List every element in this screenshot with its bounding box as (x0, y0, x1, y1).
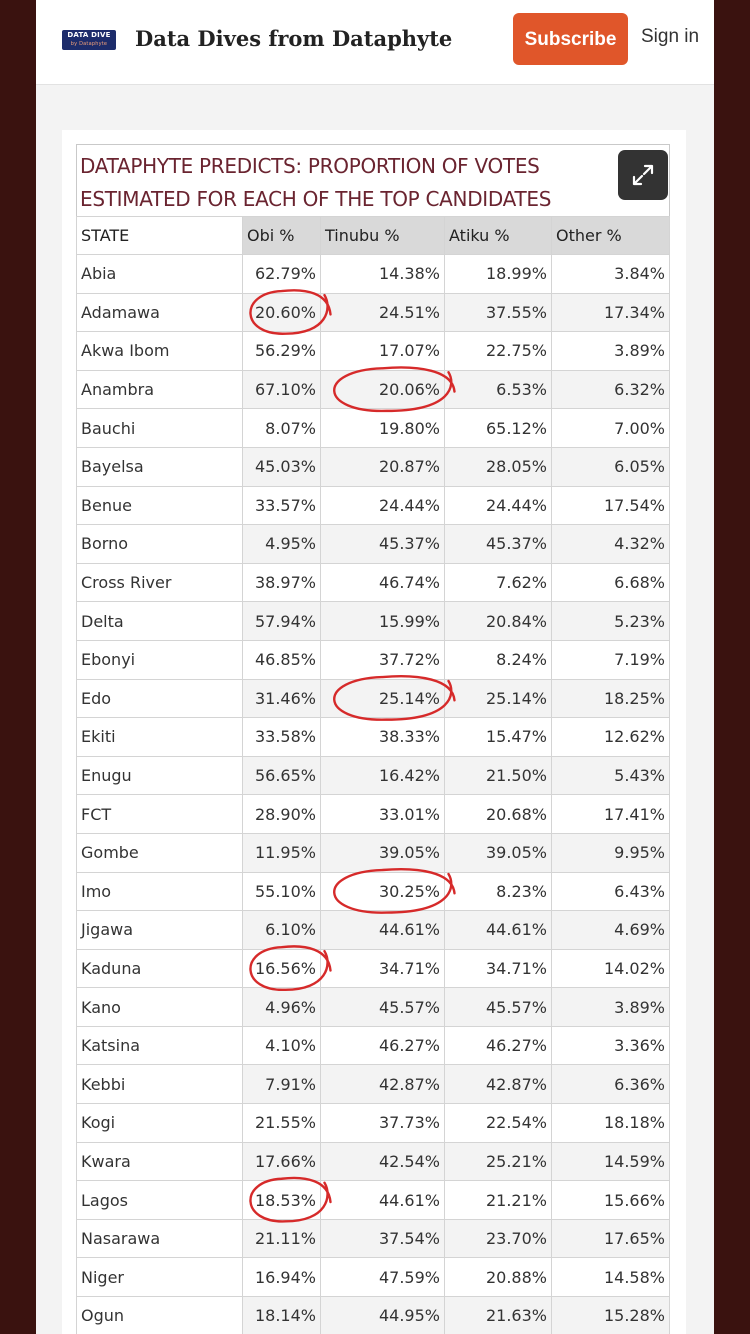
table-row (77, 949, 670, 988)
table-row (77, 370, 670, 409)
cell-other: 15.66% (552, 1181, 670, 1220)
cell-obi: 55.10% (243, 872, 321, 911)
cell-obi: 20.60% (243, 293, 321, 332)
cell-atiku: 22.75% (445, 332, 552, 371)
table-row (77, 447, 670, 486)
cell-atiku: 20.68% (445, 795, 552, 834)
cell-other: 3.89% (552, 332, 670, 371)
table-row (77, 563, 670, 602)
cell-obi: 45.03% (243, 447, 321, 486)
cell-atiku: 46.27% (445, 1026, 552, 1065)
cell-other: 7.00% (552, 409, 670, 448)
cell-obi: 18.53% (243, 1181, 321, 1220)
cell-tinubu: 17.07% (321, 332, 445, 371)
cell-state: Lagos (77, 1181, 243, 1220)
logo-subtext: by Dataphyte (70, 41, 108, 47)
cell-obi: 56.29% (243, 332, 321, 371)
cell-tinubu: 24.51% (321, 293, 445, 332)
cell-state: Akwa Ibom (77, 332, 243, 371)
cell-atiku: 6.53% (445, 370, 552, 409)
cell-atiku: 20.84% (445, 602, 552, 641)
cell-obi: 4.95% (243, 525, 321, 564)
cell-atiku: 28.05% (445, 447, 552, 486)
cell-obi: 21.55% (243, 1104, 321, 1143)
cell-state: Gombe (77, 833, 243, 872)
expand-button[interactable] (618, 150, 668, 200)
cell-state: Bauchi (77, 409, 243, 448)
cell-tinubu: 37.73% (321, 1104, 445, 1143)
cell-atiku: 25.21% (445, 1142, 552, 1181)
cell-atiku: 37.55% (445, 293, 552, 332)
cell-state: Ogun (77, 1297, 243, 1334)
cell-atiku: 24.44% (445, 486, 552, 525)
cell-atiku: 21.21% (445, 1181, 552, 1220)
cell-tinubu: 34.71% (321, 949, 445, 988)
table-row (77, 1142, 670, 1181)
cell-obi: 33.58% (243, 718, 321, 757)
cell-tinubu: 44.95% (321, 1297, 445, 1334)
table-row (77, 718, 670, 757)
cell-other: 15.28% (552, 1297, 670, 1334)
cell-other: 4.69% (552, 911, 670, 950)
cell-state: Anambra (77, 370, 243, 409)
cell-tinubu: 45.37% (321, 525, 445, 564)
table-row (77, 1026, 670, 1065)
cell-atiku: 25.14% (445, 679, 552, 718)
cell-state: Bayelsa (77, 447, 243, 486)
table-row (77, 679, 670, 718)
cell-tinubu: 14.38% (321, 255, 445, 294)
cell-obi: 4.10% (243, 1026, 321, 1065)
subscribe-button[interactable]: Subscribe (513, 13, 628, 65)
cell-tinubu: 25.14% (321, 679, 445, 718)
cell-other: 3.36% (552, 1026, 670, 1065)
cell-tinubu: 37.54% (321, 1219, 445, 1258)
table-row (77, 486, 670, 525)
cell-other: 3.84% (552, 255, 670, 294)
cell-other: 6.05% (552, 447, 670, 486)
cell-state: Adamawa (77, 293, 243, 332)
cell-obi: 46.85% (243, 640, 321, 679)
cell-tinubu: 15.99% (321, 602, 445, 641)
table-row (77, 640, 670, 679)
cell-state: Niger (77, 1258, 243, 1297)
cell-other: 17.54% (552, 486, 670, 525)
cell-other: 17.65% (552, 1219, 670, 1258)
cell-other: 5.23% (552, 602, 670, 641)
cell-state: Kogi (77, 1104, 243, 1143)
cell-obi: 57.94% (243, 602, 321, 641)
cell-atiku: 7.62% (445, 563, 552, 602)
logo-text: DATA DIVE (67, 31, 111, 39)
cell-tinubu: 46.27% (321, 1026, 445, 1065)
cell-obi: 7.91% (243, 1065, 321, 1104)
table-row (77, 988, 670, 1027)
sign-in-link[interactable]: Sign in (641, 26, 700, 47)
cell-state: Borno (77, 525, 243, 564)
cell-atiku: 39.05% (445, 833, 552, 872)
cell-tinubu: 20.87% (321, 447, 445, 486)
cell-tinubu: 38.33% (321, 718, 445, 757)
cell-atiku: 21.50% (445, 756, 552, 795)
cell-other: 17.41% (552, 795, 670, 834)
cell-obi: 11.95% (243, 833, 321, 872)
cell-other: 17.34% (552, 293, 670, 332)
page (36, 0, 714, 1334)
expand-icon (631, 163, 655, 187)
cell-state: Imo (77, 872, 243, 911)
prediction-table (76, 216, 670, 1334)
cell-obi: 16.94% (243, 1258, 321, 1297)
table-row (77, 525, 670, 564)
cell-other: 5.43% (552, 756, 670, 795)
publication-logo[interactable] (62, 30, 116, 50)
cell-tinubu: 16.42% (321, 756, 445, 795)
cell-tinubu: 24.44% (321, 486, 445, 525)
cell-state: FCT (77, 795, 243, 834)
cell-state: Kwara (77, 1142, 243, 1181)
column-header-obi: Obi % (243, 217, 321, 255)
cell-obi: 56.65% (243, 756, 321, 795)
cell-state: Katsina (77, 1026, 243, 1065)
cell-atiku: 21.63% (445, 1297, 552, 1334)
table-row (77, 872, 670, 911)
cell-obi: 17.66% (243, 1142, 321, 1181)
cell-state: Delta (77, 602, 243, 641)
cell-obi: 28.90% (243, 795, 321, 834)
table-row (77, 1104, 670, 1143)
cell-state: Cross River (77, 563, 243, 602)
cell-atiku: 23.70% (445, 1219, 552, 1258)
cell-obi: 38.97% (243, 563, 321, 602)
cell-tinubu: 20.06% (321, 370, 445, 409)
cell-tinubu: 19.80% (321, 409, 445, 448)
table-row (77, 1297, 670, 1334)
cell-other: 18.18% (552, 1104, 670, 1143)
cell-obi: 33.57% (243, 486, 321, 525)
cell-other: 7.19% (552, 640, 670, 679)
table-row (77, 255, 670, 294)
cell-state: Benue (77, 486, 243, 525)
cell-other: 6.43% (552, 872, 670, 911)
column-header-atiku: Atiku % (445, 217, 552, 255)
cell-atiku: 34.71% (445, 949, 552, 988)
cell-obi: 67.10% (243, 370, 321, 409)
table-row (77, 911, 670, 950)
cell-tinubu: 30.25% (321, 872, 445, 911)
cell-obi: 21.11% (243, 1219, 321, 1258)
cell-other: 6.32% (552, 370, 670, 409)
cell-tinubu: 47.59% (321, 1258, 445, 1297)
cell-atiku: 20.88% (445, 1258, 552, 1297)
cell-state: Kebbi (77, 1065, 243, 1104)
table-row (77, 833, 670, 872)
cell-tinubu: 44.61% (321, 1181, 445, 1220)
cell-obi: 8.07% (243, 409, 321, 448)
cell-tinubu: 39.05% (321, 833, 445, 872)
cell-state: Abia (77, 255, 243, 294)
cell-tinubu: 42.54% (321, 1142, 445, 1181)
cell-other: 4.32% (552, 525, 670, 564)
cell-tinubu: 46.74% (321, 563, 445, 602)
cell-other: 12.62% (552, 718, 670, 757)
cell-tinubu: 45.57% (321, 988, 445, 1027)
table-row (77, 1065, 670, 1104)
cell-atiku: 22.54% (445, 1104, 552, 1143)
cell-other: 9.95% (552, 833, 670, 872)
table-row (77, 1258, 670, 1297)
cell-atiku: 8.23% (445, 872, 552, 911)
table-title: DATAPHYTE PREDICTS: PROPORTION OF VOTES ESTIMATED FOR EACH OF THE TOP CANDIDATES (80, 154, 552, 211)
table-row (77, 602, 670, 641)
cell-atiku: 44.61% (445, 911, 552, 950)
publication-title[interactable]: Data Dives from Dataphyte (135, 26, 453, 51)
cell-tinubu: 44.61% (321, 911, 445, 950)
cell-other: 14.59% (552, 1142, 670, 1181)
top-bar (36, 0, 714, 85)
cell-state: Kano (77, 988, 243, 1027)
cell-atiku: 42.87% (445, 1065, 552, 1104)
cell-state: Edo (77, 679, 243, 718)
cell-tinubu: 42.87% (321, 1065, 445, 1104)
cell-atiku: 15.47% (445, 718, 552, 757)
cell-other: 3.89% (552, 988, 670, 1027)
cell-other: 6.36% (552, 1065, 670, 1104)
table-row (77, 409, 670, 448)
table-header-row (77, 217, 670, 255)
cell-obi: 6.10% (243, 911, 321, 950)
table-row (77, 756, 670, 795)
table-row (77, 795, 670, 834)
cell-obi: 31.46% (243, 679, 321, 718)
embedded-table-image (62, 130, 686, 1334)
cell-state: Nasarawa (77, 1219, 243, 1258)
cell-other: 14.58% (552, 1258, 670, 1297)
cell-atiku: 45.37% (445, 525, 552, 564)
cell-atiku: 18.99% (445, 255, 552, 294)
column-header-tinubu: Tinubu % (321, 217, 445, 255)
table-row (77, 332, 670, 371)
cell-atiku: 45.57% (445, 988, 552, 1027)
cell-other: 6.68% (552, 563, 670, 602)
cell-obi: 62.79% (243, 255, 321, 294)
cell-state: Enugu (77, 756, 243, 795)
table-row (77, 293, 670, 332)
cell-obi: 18.14% (243, 1297, 321, 1334)
cell-tinubu: 37.72% (321, 640, 445, 679)
cell-state: Ebonyi (77, 640, 243, 679)
table-row (77, 1181, 670, 1220)
table-row (77, 1219, 670, 1258)
column-header-state: STATE (77, 217, 243, 255)
cell-other: 14.02% (552, 949, 670, 988)
column-header-other: Other % (552, 217, 670, 255)
cell-atiku: 8.24% (445, 640, 552, 679)
cell-obi: 4.96% (243, 988, 321, 1027)
cell-state: Kaduna (77, 949, 243, 988)
cell-state: Jigawa (77, 911, 243, 950)
cell-other: 18.25% (552, 679, 670, 718)
cell-obi: 16.56% (243, 949, 321, 988)
cell-state: Ekiti (77, 718, 243, 757)
cell-tinubu: 33.01% (321, 795, 445, 834)
cell-atiku: 65.12% (445, 409, 552, 448)
